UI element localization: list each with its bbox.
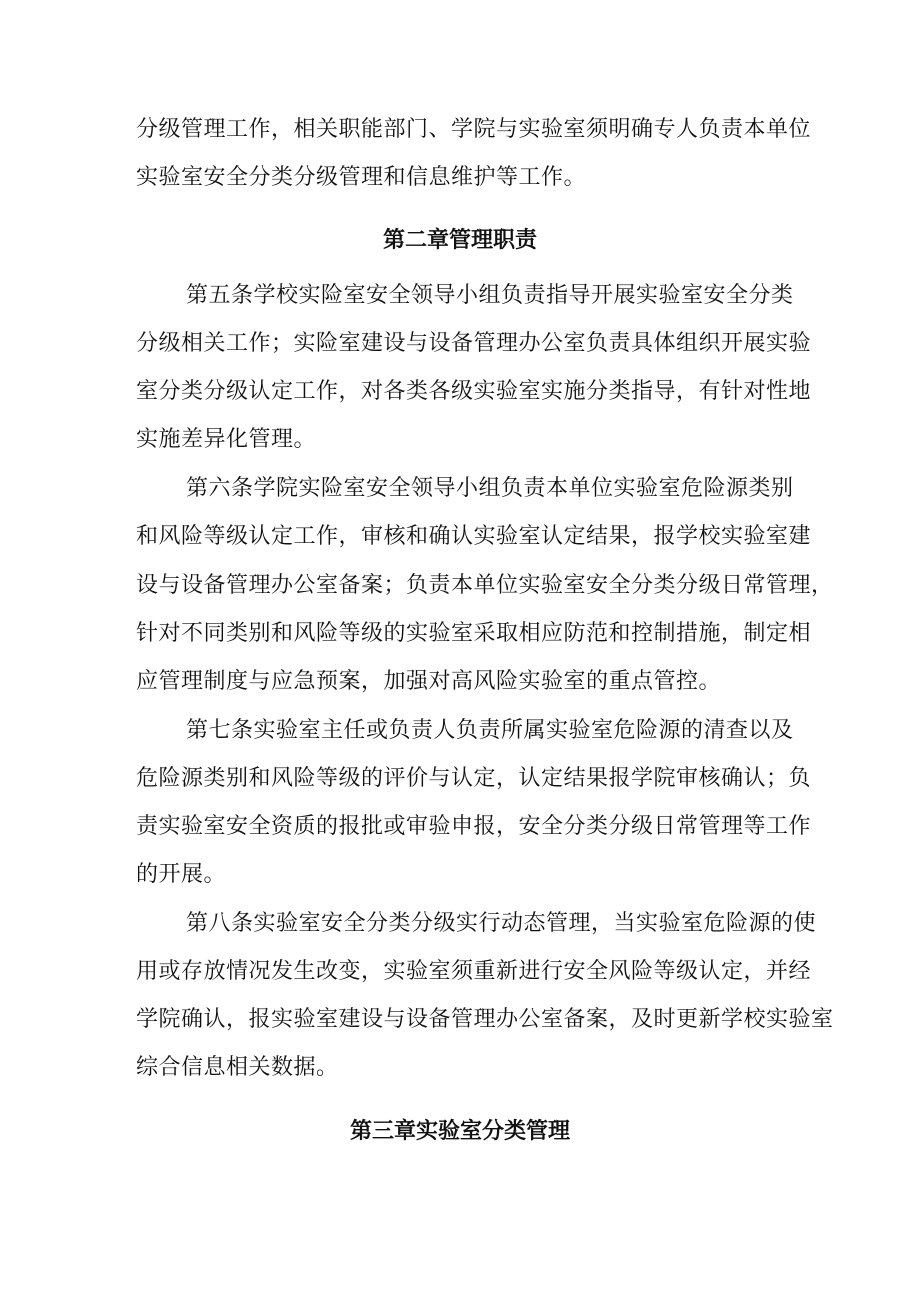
article7-line-1: 第七条实验室主任或负责人负责所属实验室危险源的清查以及 xyxy=(186,718,794,743)
article6-line-3: 设与设备管理办公室备案；负责本单位实验室安全分类分级日常管理， xyxy=(136,573,834,598)
intro-line-1: 分级管理工作，相关职能部门、学院与实验室须明确专人负责本单位 xyxy=(136,117,812,142)
article6-line-5: 应管理制度与应急预案，加强对高风险实验室的重点管控。 xyxy=(136,669,722,694)
article7-line-4: 的开展。 xyxy=(136,862,227,887)
chapter3-title: 第三章实验室分类管理 xyxy=(349,1119,570,1144)
article5-line-1: 第五条学校实险室安全领导小组负责指导开展实验室安全分类 xyxy=(186,283,794,308)
article6-line-2: 和风险等级认定工作，审核和确认实验室认定结果，报学校实验室建 xyxy=(136,524,812,549)
article8-line-4: 综合信息相关数据。 xyxy=(136,1055,339,1080)
article8-line-3: 学院确认，报实验室建设与设备管理办公室备案，及时更新学校实验室 xyxy=(136,1007,834,1032)
article7-line-3: 责实验室安全资质的报批或审验申报，安全分类分级日常管理等工作 xyxy=(136,814,812,839)
article6-line-1: 第六条学院实险室安全领导小组负责本单位实验室危险源类别 xyxy=(186,476,794,501)
article5-line-2: 分级相关工作；实险室建设与设备管理办公室负责具体组织开展实验 xyxy=(136,331,812,356)
article8-line-1: 第八条实验室安全分类分级实行动态管理，当实验室危险源的使 xyxy=(186,911,817,936)
intro-line-2: 实验室安全分类分级管理和信息维护等工作。 xyxy=(136,165,587,190)
article7-line-2: 危险源类别和风险等级的评价与认定，认定结果报学院审核确认；负 xyxy=(136,766,812,791)
article5-line-3: 室分类分级认定工作，对各类各级实验室实施分类指导，有针对性地 xyxy=(136,379,812,404)
article8-line-2: 用或存放情况发生改变，实验室须重新进行安全风险等级认定，并经 xyxy=(136,959,812,984)
article5-line-4: 实施差异化管理。 xyxy=(136,427,317,452)
chapter2-title: 第二章管理职责 xyxy=(382,228,537,253)
article6-line-4: 针对不同类别和风险等级的实验室采取相应防范和控制措施，制定相 xyxy=(136,621,812,646)
